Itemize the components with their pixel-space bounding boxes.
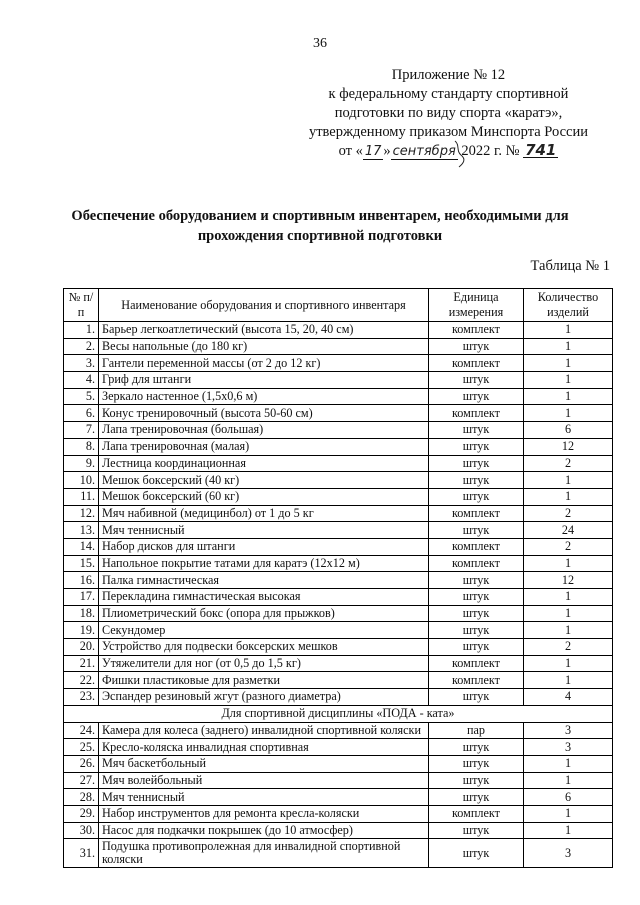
- row-name: Мешок боксерский (60 кг): [99, 488, 429, 505]
- row-name: Мяч волейбольный: [99, 772, 429, 789]
- header-quantity: Количество изделий: [524, 289, 613, 322]
- row-quantity: 1: [524, 622, 613, 639]
- row-name: Лапа тренировочная (большая): [99, 422, 429, 439]
- table-row: [64, 839, 613, 868]
- row-unit: штук: [429, 572, 524, 589]
- row-name: Устройство для подвески боксерских мешков: [99, 639, 429, 656]
- table-header-row: [64, 289, 613, 322]
- row-name: Мяч набивной (медицинбол) от 1 до 5 кг: [99, 505, 429, 522]
- row-unit: штук: [429, 822, 524, 839]
- row-unit: комплект: [429, 555, 524, 572]
- row-unit: штук: [429, 488, 524, 505]
- table-row: [64, 739, 613, 756]
- row-number: 2.: [64, 338, 99, 355]
- section-row: [64, 705, 613, 722]
- row-unit: штук: [429, 455, 524, 472]
- header-name: Наименование оборудования и спортивного инвентаря: [99, 289, 429, 322]
- header-number: № п/п: [64, 289, 99, 322]
- appendix-block: [309, 66, 588, 161]
- row-number: 1.: [64, 322, 99, 339]
- row-name: Фишки пластиковые для разметки: [99, 672, 429, 689]
- appendix-line: подготовки по виду спорта «каратэ»,: [334, 105, 563, 121]
- row-quantity: 1: [524, 555, 613, 572]
- row-unit: комплект: [429, 405, 524, 422]
- row-unit: штук: [429, 422, 524, 439]
- row-unit: штук: [429, 755, 524, 772]
- row-number: 19.: [64, 622, 99, 639]
- row-number: 4.: [64, 372, 99, 389]
- table-row: [64, 438, 613, 455]
- row-quantity: 1: [524, 755, 613, 772]
- table-row: [64, 655, 613, 672]
- row-name: Гриф для штанги: [99, 372, 429, 389]
- page-number: 36: [313, 36, 327, 51]
- appendix-line: утвержденному приказом Минспорта России: [308, 124, 588, 140]
- row-quantity: 1: [524, 488, 613, 505]
- row-name: Эспандер резиновый жгут (разного диаметра): [99, 689, 429, 706]
- row-number: 13.: [64, 522, 99, 539]
- row-quantity: 1: [524, 822, 613, 839]
- row-quantity: 1: [524, 338, 613, 355]
- row-quantity: 2: [524, 639, 613, 656]
- table-row: [64, 605, 613, 622]
- row-name: Мяч теннисный: [99, 789, 429, 806]
- table-row: [64, 355, 613, 372]
- row-name: Лапа тренировочная (малая): [99, 438, 429, 455]
- row-name: Подушка противопролежная для инвалидной спортивной коляски: [99, 839, 429, 868]
- row-number: 6.: [64, 405, 99, 422]
- table-row: [64, 338, 613, 355]
- row-name: Насос для подкачки покрышек (до 10 атмосфер): [99, 822, 429, 839]
- row-unit: штук: [429, 622, 524, 639]
- row-quantity: 12: [524, 438, 613, 455]
- row-quantity: 24: [524, 522, 613, 539]
- row-unit: комплект: [429, 805, 524, 822]
- row-number: 15.: [64, 555, 99, 572]
- row-quantity: 2: [524, 505, 613, 522]
- table-row: [64, 505, 613, 522]
- row-name: Барьер легкоатлетический (высота 15, 20, 40 см): [99, 322, 429, 339]
- row-unit: комплект: [429, 322, 524, 339]
- appendix-line: к федеральному стандарту спортивной: [328, 86, 569, 102]
- row-number: 11.: [64, 488, 99, 505]
- row-quantity: 1: [524, 655, 613, 672]
- row-unit: штук: [429, 338, 524, 355]
- row-unit: штук: [429, 438, 524, 455]
- row-quantity: 1: [524, 672, 613, 689]
- row-number: 21.: [64, 655, 99, 672]
- row-name: Зеркало настенное (1,5х0,6 м): [99, 388, 429, 405]
- row-number: 9.: [64, 455, 99, 472]
- row-unit: штук: [429, 388, 524, 405]
- row-unit: штук: [429, 739, 524, 756]
- table-row: [64, 522, 613, 539]
- equipment-table: [63, 288, 613, 868]
- table-row: [64, 538, 613, 555]
- row-number: 27.: [64, 772, 99, 789]
- row-number: 28.: [64, 789, 99, 806]
- row-name: Камера для колеса (заднего) инвалидной спортивной коляски: [99, 722, 429, 739]
- row-unit: штук: [429, 689, 524, 706]
- table-row: [64, 472, 613, 489]
- row-unit: штук: [429, 372, 524, 389]
- row-unit: пар: [429, 722, 524, 739]
- table-row: [64, 422, 613, 439]
- row-quantity: 1: [524, 605, 613, 622]
- row-quantity: 1: [524, 355, 613, 372]
- row-number: 25.: [64, 739, 99, 756]
- row-quantity: 6: [524, 422, 613, 439]
- row-number: 16.: [64, 572, 99, 589]
- date-mid: »: [383, 143, 391, 159]
- table-row: [64, 589, 613, 606]
- table-row: [64, 805, 613, 822]
- document-title: Обеспечение оборудованием и спортивным инвентарем, необходимыми для прохождения спортивной подготовки: [71, 208, 569, 244]
- table-row: [64, 488, 613, 505]
- row-number: 29.: [64, 805, 99, 822]
- row-number: 17.: [64, 589, 99, 606]
- handwritten-order-number: 741: [525, 141, 557, 159]
- row-number: 26.: [64, 755, 99, 772]
- table-body-poda: [64, 722, 613, 868]
- row-quantity: 3: [524, 739, 613, 756]
- row-name: Мяч баскетбольный: [99, 755, 429, 772]
- row-unit: штук: [429, 639, 524, 656]
- table-row: [64, 822, 613, 839]
- table-row: [64, 639, 613, 656]
- table-row: [64, 672, 613, 689]
- row-name: Набор дисков для штанги: [99, 538, 429, 555]
- row-quantity: 3: [524, 839, 613, 868]
- row-number: 18.: [64, 605, 99, 622]
- signature-icon: [452, 139, 472, 169]
- order-date-line: [309, 142, 588, 161]
- row-number: 20.: [64, 639, 99, 656]
- row-quantity: 1: [524, 589, 613, 606]
- row-quantity: 1: [524, 772, 613, 789]
- row-unit: штук: [429, 605, 524, 622]
- row-quantity: 2: [524, 455, 613, 472]
- row-number: 5.: [64, 388, 99, 405]
- row-unit: комплект: [429, 655, 524, 672]
- row-number: 30.: [64, 822, 99, 839]
- row-quantity: 1: [524, 805, 613, 822]
- row-unit: комплект: [429, 538, 524, 555]
- table-row: [64, 322, 613, 339]
- row-number: 8.: [64, 438, 99, 455]
- row-unit: комплект: [429, 672, 524, 689]
- row-quantity: 3: [524, 722, 613, 739]
- row-name: Лестница координационная: [99, 455, 429, 472]
- row-unit: штук: [429, 789, 524, 806]
- table-row: [64, 405, 613, 422]
- row-name: Палка гимнастическая: [99, 572, 429, 589]
- table-row: [64, 388, 613, 405]
- table-row: [64, 622, 613, 639]
- table-body: [64, 322, 613, 706]
- row-quantity: 4: [524, 689, 613, 706]
- header-unit: Единица измерения: [429, 289, 524, 322]
- row-number: 12.: [64, 505, 99, 522]
- table-row: [64, 689, 613, 706]
- row-name: Напольное покрытие татами для каратэ (12х12 м): [99, 555, 429, 572]
- row-unit: комплект: [429, 355, 524, 372]
- row-quantity: 12: [524, 572, 613, 589]
- row-name: Набор инструментов для ремонта кресла-коляски: [99, 805, 429, 822]
- table-row: [64, 722, 613, 739]
- date-year: 2022 г. №: [461, 143, 520, 159]
- row-unit: штук: [429, 772, 524, 789]
- row-unit: штук: [429, 589, 524, 606]
- row-name: Мяч теннисный: [99, 522, 429, 539]
- row-name: Секундомер: [99, 622, 429, 639]
- row-unit: штук: [429, 472, 524, 489]
- row-name: Весы напольные (до 180 кг): [99, 338, 429, 355]
- row-name: Утяжелители для ног (от 0,5 до 1,5 кг): [99, 655, 429, 672]
- row-name: Перекладина гимнастическая высокая: [99, 589, 429, 606]
- row-number: 7.: [64, 422, 99, 439]
- row-number: 31.: [64, 839, 99, 868]
- table-row: [64, 772, 613, 789]
- row-number: 22.: [64, 672, 99, 689]
- row-unit: штук: [429, 522, 524, 539]
- row-quantity: 1: [524, 405, 613, 422]
- section-label: Для спортивной дисциплины «ПОДА - ката»: [64, 705, 613, 722]
- row-name: Конус тренировочный (высота 50-60 см): [99, 405, 429, 422]
- row-quantity: 1: [524, 472, 613, 489]
- table-row: [64, 372, 613, 389]
- row-number: 10.: [64, 472, 99, 489]
- row-name: Мешок боксерский (40 кг): [99, 472, 429, 489]
- table-caption: Таблица № 1: [530, 258, 610, 274]
- row-quantity: 1: [524, 372, 613, 389]
- table-row: [64, 555, 613, 572]
- table-row: [64, 789, 613, 806]
- row-unit: комплект: [429, 505, 524, 522]
- row-name: Гантели переменной массы (от 2 до 12 кг): [99, 355, 429, 372]
- handwritten-day: 17: [364, 144, 382, 159]
- row-name: Плиометрический бокс (опора для прыжков): [99, 605, 429, 622]
- row-number: 14.: [64, 538, 99, 555]
- row-quantity: 1: [524, 388, 613, 405]
- row-quantity: 2: [524, 538, 613, 555]
- date-prefix: от «: [338, 143, 363, 159]
- handwritten-month: сентября: [392, 144, 456, 159]
- table-row: [64, 455, 613, 472]
- row-name: Кресло-коляска инвалидная спортивная: [99, 739, 429, 756]
- row-number: 3.: [64, 355, 99, 372]
- table-row: [64, 572, 613, 589]
- table-section: [64, 705, 613, 722]
- row-number: 24.: [64, 722, 99, 739]
- row-quantity: 1: [524, 322, 613, 339]
- appendix-title: Приложение № 12: [391, 67, 506, 83]
- table-row: [64, 755, 613, 772]
- row-quantity: 6: [524, 789, 613, 806]
- row-number: 23.: [64, 689, 99, 706]
- row-unit: штук: [429, 839, 524, 868]
